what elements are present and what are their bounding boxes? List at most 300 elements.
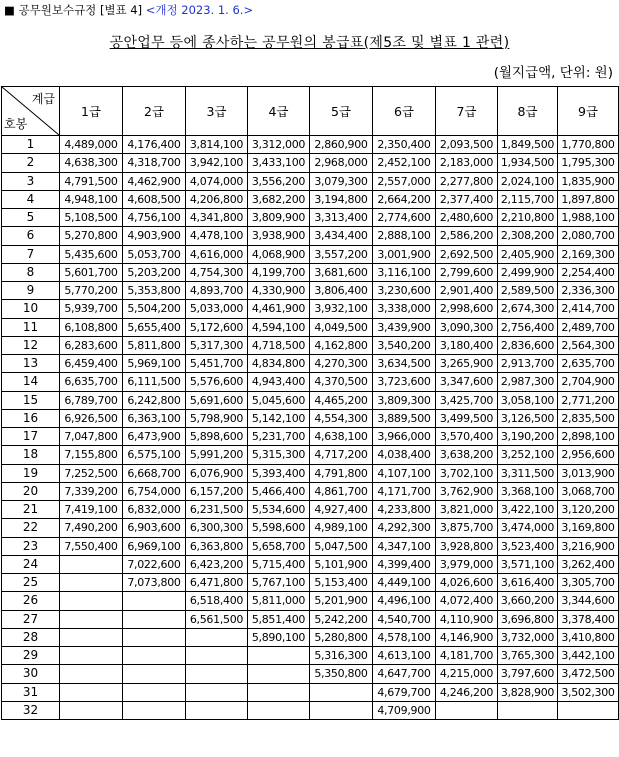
salary-cell: 5,991,200 (186, 446, 248, 464)
salary-cell: 4,613,100 (373, 647, 436, 665)
document-title (0, 32, 619, 52)
salary-cell: 6,561,500 (186, 610, 248, 628)
step-cell: 32 (2, 701, 60, 719)
salary-cell: 6,668,700 (123, 464, 186, 482)
salary-cell: 4,347,100 (373, 537, 436, 555)
table-row (2, 391, 619, 409)
salary-cell: 3,252,100 (498, 446, 558, 464)
salary-cell (60, 628, 123, 646)
table-row (2, 336, 619, 354)
salary-cell (186, 647, 248, 665)
step-cell: 5 (2, 209, 60, 227)
salary-cell: 3,180,400 (436, 336, 498, 354)
step-cell: 25 (2, 574, 60, 592)
corner-grade-label: 계급 (31, 92, 55, 106)
salary-cell: 1,934,500 (498, 154, 558, 172)
salary-cell: 4,903,900 (123, 227, 186, 245)
salary-cell: 4,489,000 (60, 136, 123, 154)
salary-cell: 3,634,500 (373, 355, 436, 373)
salary-cell: 3,682,200 (248, 190, 310, 208)
salary-cell (60, 555, 123, 573)
salary-cell: 4,072,400 (436, 592, 498, 610)
table-row (2, 537, 619, 555)
salary-cell: 4,679,700 (373, 683, 436, 701)
salary-cell: 4,181,700 (436, 647, 498, 665)
salary-cell: 2,771,200 (558, 391, 619, 409)
salary-cell: 4,370,500 (310, 373, 373, 391)
salary-cell: 5,691,600 (186, 391, 248, 409)
salary-cell: 4,717,200 (310, 446, 373, 464)
salary-cell: 3,571,100 (498, 555, 558, 573)
step-cell: 18 (2, 446, 60, 464)
salary-cell: 4,594,100 (248, 318, 310, 336)
salary-cell: 4,943,400 (248, 373, 310, 391)
salary-cell: 6,903,600 (123, 519, 186, 537)
step-cell: 7 (2, 245, 60, 263)
salary-cell: 4,754,300 (186, 263, 248, 281)
salary-cell: 6,969,100 (123, 537, 186, 555)
salary-cell: 3,305,700 (558, 574, 619, 592)
salary-cell: 5,172,600 (186, 318, 248, 336)
salary-cell: 4,647,700 (373, 665, 436, 683)
salary-cell (436, 701, 498, 719)
salary-cell: 2,774,600 (373, 209, 436, 227)
salary-cell (186, 701, 248, 719)
salary-cell: 3,058,100 (498, 391, 558, 409)
table-row (2, 647, 619, 665)
salary-cell: 7,419,100 (60, 501, 123, 519)
salary-cell: 4,709,900 (373, 701, 436, 719)
salary-cell: 7,490,200 (60, 519, 123, 537)
table-row (2, 501, 619, 519)
salary-cell: 4,638,100 (310, 428, 373, 446)
salary-cell: 5,231,700 (248, 428, 310, 446)
corner-header-cell (2, 87, 60, 136)
grade-header-cell: 6급 (373, 87, 436, 136)
salary-cell: 2,888,100 (373, 227, 436, 245)
salary-cell: 2,489,700 (558, 318, 619, 336)
table-row (2, 683, 619, 701)
salary-cell: 3,013,900 (558, 464, 619, 482)
salary-cell: 6,363,100 (123, 409, 186, 427)
salary-cell: 2,115,700 (498, 190, 558, 208)
salary-cell (123, 683, 186, 701)
salary-cell: 4,162,800 (310, 336, 373, 354)
salary-cell: 2,564,300 (558, 336, 619, 354)
amendment-link[interactable]: <개정 2023. 1. 6.> (145, 3, 254, 17)
salary-cell: 3,190,200 (498, 428, 558, 446)
salary-cell: 2,452,100 (373, 154, 436, 172)
salary-cell: 4,068,900 (248, 245, 310, 263)
salary-cell (248, 647, 310, 665)
table-row (2, 172, 619, 190)
table-header-row (2, 87, 619, 136)
salary-cell: 3,194,800 (310, 190, 373, 208)
salary-cell: 4,176,400 (123, 136, 186, 154)
salary-cell: 6,575,100 (123, 446, 186, 464)
salary-cell: 3,368,100 (498, 482, 558, 500)
salary-cell: 6,157,200 (186, 482, 248, 500)
table-row (2, 245, 619, 263)
salary-cell: 5,576,600 (186, 373, 248, 391)
salary-cell: 2,024,100 (498, 172, 558, 190)
salary-cell (186, 628, 248, 646)
header-prefix: ■ 공무원보수규정 [별표 4] (4, 3, 143, 17)
salary-cell: 5,811,800 (123, 336, 186, 354)
salary-cell: 6,283,600 (60, 336, 123, 354)
grade-header-cell: 8급 (498, 87, 558, 136)
salary-cell: 5,534,600 (248, 501, 310, 519)
salary-cell: 1,897,800 (558, 190, 619, 208)
salary-cell: 2,350,400 (373, 136, 436, 154)
step-cell: 10 (2, 300, 60, 318)
salary-cell: 3,979,000 (436, 555, 498, 573)
step-cell: 14 (2, 373, 60, 391)
salary-cell: 3,540,200 (373, 336, 436, 354)
salary-cell: 5,393,400 (248, 464, 310, 482)
salary-cell: 4,948,100 (60, 190, 123, 208)
salary-cell: 7,339,200 (60, 482, 123, 500)
salary-cell: 5,316,300 (310, 647, 373, 665)
salary-cell: 5,108,500 (60, 209, 123, 227)
salary-cell: 4,110,900 (436, 610, 498, 628)
salary-cell: 2,898,100 (558, 428, 619, 446)
table-row (2, 300, 619, 318)
salary-cell: 2,377,400 (436, 190, 498, 208)
salary-cell (60, 592, 123, 610)
table-row (2, 282, 619, 300)
unit-note: (월지급액, 단위: 원) (493, 65, 613, 81)
salary-cell: 2,956,600 (558, 446, 619, 464)
step-cell: 30 (2, 665, 60, 683)
salary-cell: 6,231,500 (186, 501, 248, 519)
salary-cell: 2,901,400 (436, 282, 498, 300)
step-cell: 11 (2, 318, 60, 336)
salary-cell: 2,692,500 (436, 245, 498, 263)
salary-cell: 5,798,900 (186, 409, 248, 427)
table-row (2, 519, 619, 537)
salary-cell: 4,554,300 (310, 409, 373, 427)
salary-cell: 4,399,400 (373, 555, 436, 573)
salary-cell: 4,496,100 (373, 592, 436, 610)
grade-header-cell: 9급 (558, 87, 619, 136)
salary-cell: 2,254,400 (558, 263, 619, 281)
salary-cell: 2,480,600 (436, 209, 498, 227)
table-row (2, 373, 619, 391)
salary-cell: 5,153,400 (310, 574, 373, 592)
document-header (4, 2, 253, 18)
salary-cell: 3,230,600 (373, 282, 436, 300)
step-cell: 22 (2, 519, 60, 537)
salary-cell: 3,378,400 (558, 610, 619, 628)
salary-cell: 2,860,900 (310, 136, 373, 154)
salary-cell: 3,499,500 (436, 409, 498, 427)
salary-cell: 3,120,200 (558, 501, 619, 519)
step-cell: 24 (2, 555, 60, 573)
salary-cell: 5,280,800 (310, 628, 373, 646)
salary-cell: 4,834,800 (248, 355, 310, 373)
table-row (2, 665, 619, 683)
salary-cell: 3,439,900 (373, 318, 436, 336)
salary-cell: 5,317,300 (186, 336, 248, 354)
salary-cell: 4,791,800 (310, 464, 373, 482)
salary-cell (248, 665, 310, 683)
salary-cell: 2,080,700 (558, 227, 619, 245)
salary-cell: 4,199,700 (248, 263, 310, 281)
salary-cell: 3,344,600 (558, 592, 619, 610)
salary-cell (60, 683, 123, 701)
salary-cell (123, 592, 186, 610)
salary-cell: 6,635,700 (60, 373, 123, 391)
salary-cell: 4,478,100 (186, 227, 248, 245)
table-row (2, 701, 619, 719)
salary-cell: 5,033,000 (186, 300, 248, 318)
salary-cell: 3,732,000 (498, 628, 558, 646)
salary-cell: 3,928,800 (436, 537, 498, 555)
salary-cell (123, 701, 186, 719)
salary-cell: 5,715,400 (248, 555, 310, 573)
salary-cell: 2,913,700 (498, 355, 558, 373)
salary-cell: 3,638,200 (436, 446, 498, 464)
salary-cell: 6,459,400 (60, 355, 123, 373)
salary-cell: 5,898,600 (186, 428, 248, 446)
salary-cell: 6,789,700 (60, 391, 123, 409)
salary-cell (498, 701, 558, 719)
salary-cell: 6,832,000 (123, 501, 186, 519)
salary-cell: 3,557,200 (310, 245, 373, 263)
grade-header-cell: 1급 (60, 87, 123, 136)
salary-cell: 4,578,100 (373, 628, 436, 646)
salary-cell (186, 665, 248, 683)
salary-cell: 5,435,600 (60, 245, 123, 263)
step-cell: 12 (2, 336, 60, 354)
salary-cell: 3,090,300 (436, 318, 498, 336)
salary-cell: 4,893,700 (186, 282, 248, 300)
salary-cell: 4,461,900 (248, 300, 310, 318)
salary-cell: 4,171,700 (373, 482, 436, 500)
salary-cell: 3,523,400 (498, 537, 558, 555)
salary-cell: 2,336,300 (558, 282, 619, 300)
step-cell: 16 (2, 409, 60, 427)
salary-cell: 7,155,800 (60, 446, 123, 464)
step-cell: 1 (2, 136, 60, 154)
salary-cell: 1,770,800 (558, 136, 619, 154)
title-main: 공안업무 등에 종사하는 공무원의 봉급표 (109, 35, 364, 51)
salary-cell: 4,330,900 (248, 282, 310, 300)
salary-cell: 3,442,100 (558, 647, 619, 665)
salary-cell (123, 647, 186, 665)
salary-cell: 4,791,500 (60, 172, 123, 190)
salary-cell: 3,169,800 (558, 519, 619, 537)
salary-cell: 3,797,600 (498, 665, 558, 683)
salary-cell: 4,989,100 (310, 519, 373, 537)
salary-cell: 3,410,800 (558, 628, 619, 646)
salary-cell: 3,875,700 (436, 519, 498, 537)
salary-cell: 4,638,300 (60, 154, 123, 172)
salary-cell: 3,001,900 (373, 245, 436, 263)
salary-cell: 6,242,800 (123, 391, 186, 409)
salary-cell: 4,215,000 (436, 665, 498, 683)
salary-cell (310, 683, 373, 701)
salary-cell (60, 610, 123, 628)
salary-cell: 4,292,300 (373, 519, 436, 537)
salary-cell: 4,616,000 (186, 245, 248, 263)
step-cell: 19 (2, 464, 60, 482)
salary-cell: 3,762,900 (436, 482, 498, 500)
salary-cell: 5,890,100 (248, 628, 310, 646)
table-row (2, 318, 619, 336)
step-cell: 17 (2, 428, 60, 446)
salary-cell (60, 647, 123, 665)
salary-cell: 5,201,900 (310, 592, 373, 610)
salary-cell: 3,472,500 (558, 665, 619, 683)
salary-cell: 1,849,500 (498, 136, 558, 154)
salary-cell: 3,938,900 (248, 227, 310, 245)
salary-cell: 3,502,300 (558, 683, 619, 701)
salary-cell: 6,926,500 (60, 409, 123, 427)
salary-cell: 3,311,500 (498, 464, 558, 482)
salary-cell: 3,702,100 (436, 464, 498, 482)
salary-cell: 2,635,700 (558, 355, 619, 373)
salary-cell: 6,423,200 (186, 555, 248, 573)
step-cell: 21 (2, 501, 60, 519)
salary-cell: 3,806,400 (310, 282, 373, 300)
salary-cell: 4,049,500 (310, 318, 373, 336)
table-row (2, 154, 619, 172)
salary-cell: 5,047,500 (310, 537, 373, 555)
salary-cell: 7,550,400 (60, 537, 123, 555)
salary-cell: 3,079,300 (310, 172, 373, 190)
salary-cell (123, 665, 186, 683)
salary-cell: 3,425,700 (436, 391, 498, 409)
salary-cell: 2,704,900 (558, 373, 619, 391)
salary-cell (60, 574, 123, 592)
grade-header-cell: 2급 (123, 87, 186, 136)
salary-cell: 3,347,600 (436, 373, 498, 391)
step-cell: 29 (2, 647, 60, 665)
step-cell: 8 (2, 263, 60, 281)
salary-cell: 5,451,700 (186, 355, 248, 373)
salary-cell: 4,026,600 (436, 574, 498, 592)
table-body (2, 136, 619, 720)
salary-cell: 6,473,900 (123, 428, 186, 446)
salary-cell: 5,242,200 (310, 610, 373, 628)
salary-cell: 5,101,900 (310, 555, 373, 573)
salary-cell: 3,068,700 (558, 482, 619, 500)
salary-cell: 2,414,700 (558, 300, 619, 318)
step-cell: 15 (2, 391, 60, 409)
step-cell: 3 (2, 172, 60, 190)
table-row (2, 355, 619, 373)
salary-cell: 5,811,000 (248, 592, 310, 610)
salary-cell: 2,169,300 (558, 245, 619, 263)
salary-cell: 3,556,200 (248, 172, 310, 190)
salary-cell: 3,696,800 (498, 610, 558, 628)
step-cell: 27 (2, 610, 60, 628)
salary-cell: 3,434,400 (310, 227, 373, 245)
salary-cell: 5,655,400 (123, 318, 186, 336)
salary-cell: 5,598,600 (248, 519, 310, 537)
salary-cell: 4,074,000 (186, 172, 248, 190)
step-cell: 31 (2, 683, 60, 701)
salary-cell: 3,889,500 (373, 409, 436, 427)
salary-cell: 2,499,900 (498, 263, 558, 281)
salary-cell: 2,998,600 (436, 300, 498, 318)
salary-cell: 6,518,400 (186, 592, 248, 610)
salary-cell: 5,767,100 (248, 574, 310, 592)
table-row (2, 592, 619, 610)
salary-cell: 5,601,700 (60, 263, 123, 281)
salary-cell: 5,053,700 (123, 245, 186, 263)
corner-step-label: 호봉 (4, 117, 28, 131)
table-row (2, 428, 619, 446)
salary-cell: 3,262,400 (558, 555, 619, 573)
salary-cell: 7,073,800 (123, 574, 186, 592)
salary-cell: 1,795,300 (558, 154, 619, 172)
salary-cell: 2,836,600 (498, 336, 558, 354)
salary-cell: 4,233,800 (373, 501, 436, 519)
salary-cell (248, 683, 310, 701)
salary-cell: 6,363,800 (186, 537, 248, 555)
salary-cell: 7,047,800 (60, 428, 123, 446)
salary-cell: 3,723,600 (373, 373, 436, 391)
salary-cell: 5,353,800 (123, 282, 186, 300)
salary-cell: 2,674,300 (498, 300, 558, 318)
salary-cell: 5,969,100 (123, 355, 186, 373)
salary-cell: 6,076,900 (186, 464, 248, 482)
salary-cell: 3,814,100 (186, 136, 248, 154)
salary-cell: 4,246,200 (436, 683, 498, 701)
salary-cell: 3,116,100 (373, 263, 436, 281)
salary-cell: 3,338,000 (373, 300, 436, 318)
salary-cell: 3,765,300 (498, 647, 558, 665)
salary-cell: 5,504,200 (123, 300, 186, 318)
salary-cell: 4,861,700 (310, 482, 373, 500)
salary-cell: 3,932,100 (310, 300, 373, 318)
salary-cell (558, 701, 619, 719)
salary-cell (248, 701, 310, 719)
step-cell: 23 (2, 537, 60, 555)
salary-cell (123, 628, 186, 646)
salary-cell: 4,608,500 (123, 190, 186, 208)
salary-cell: 2,093,500 (436, 136, 498, 154)
salary-cell: 3,216,900 (558, 537, 619, 555)
salary-cell: 3,828,900 (498, 683, 558, 701)
salary-cell: 3,126,500 (498, 409, 558, 427)
table-row (2, 628, 619, 646)
table-row (2, 446, 619, 464)
table-row (2, 464, 619, 482)
table-row (2, 409, 619, 427)
title-suffix: (제5조 및 별표 1 관련) (363, 35, 510, 51)
step-cell: 28 (2, 628, 60, 646)
salary-cell: 2,183,000 (436, 154, 498, 172)
salary-cell: 4,038,400 (373, 446, 436, 464)
salary-table (1, 86, 619, 720)
salary-cell: 5,045,600 (248, 391, 310, 409)
grade-header-cell: 3급 (186, 87, 248, 136)
salary-cell: 5,315,300 (248, 446, 310, 464)
salary-cell: 2,557,000 (373, 172, 436, 190)
salary-cell: 3,809,900 (248, 209, 310, 227)
salary-cell: 2,277,800 (436, 172, 498, 190)
salary-cell: 6,471,800 (186, 574, 248, 592)
table-row (2, 482, 619, 500)
salary-cell: 2,756,400 (498, 318, 558, 336)
step-cell: 20 (2, 482, 60, 500)
salary-cell: 1,835,900 (558, 172, 619, 190)
salary-cell: 3,474,000 (498, 519, 558, 537)
